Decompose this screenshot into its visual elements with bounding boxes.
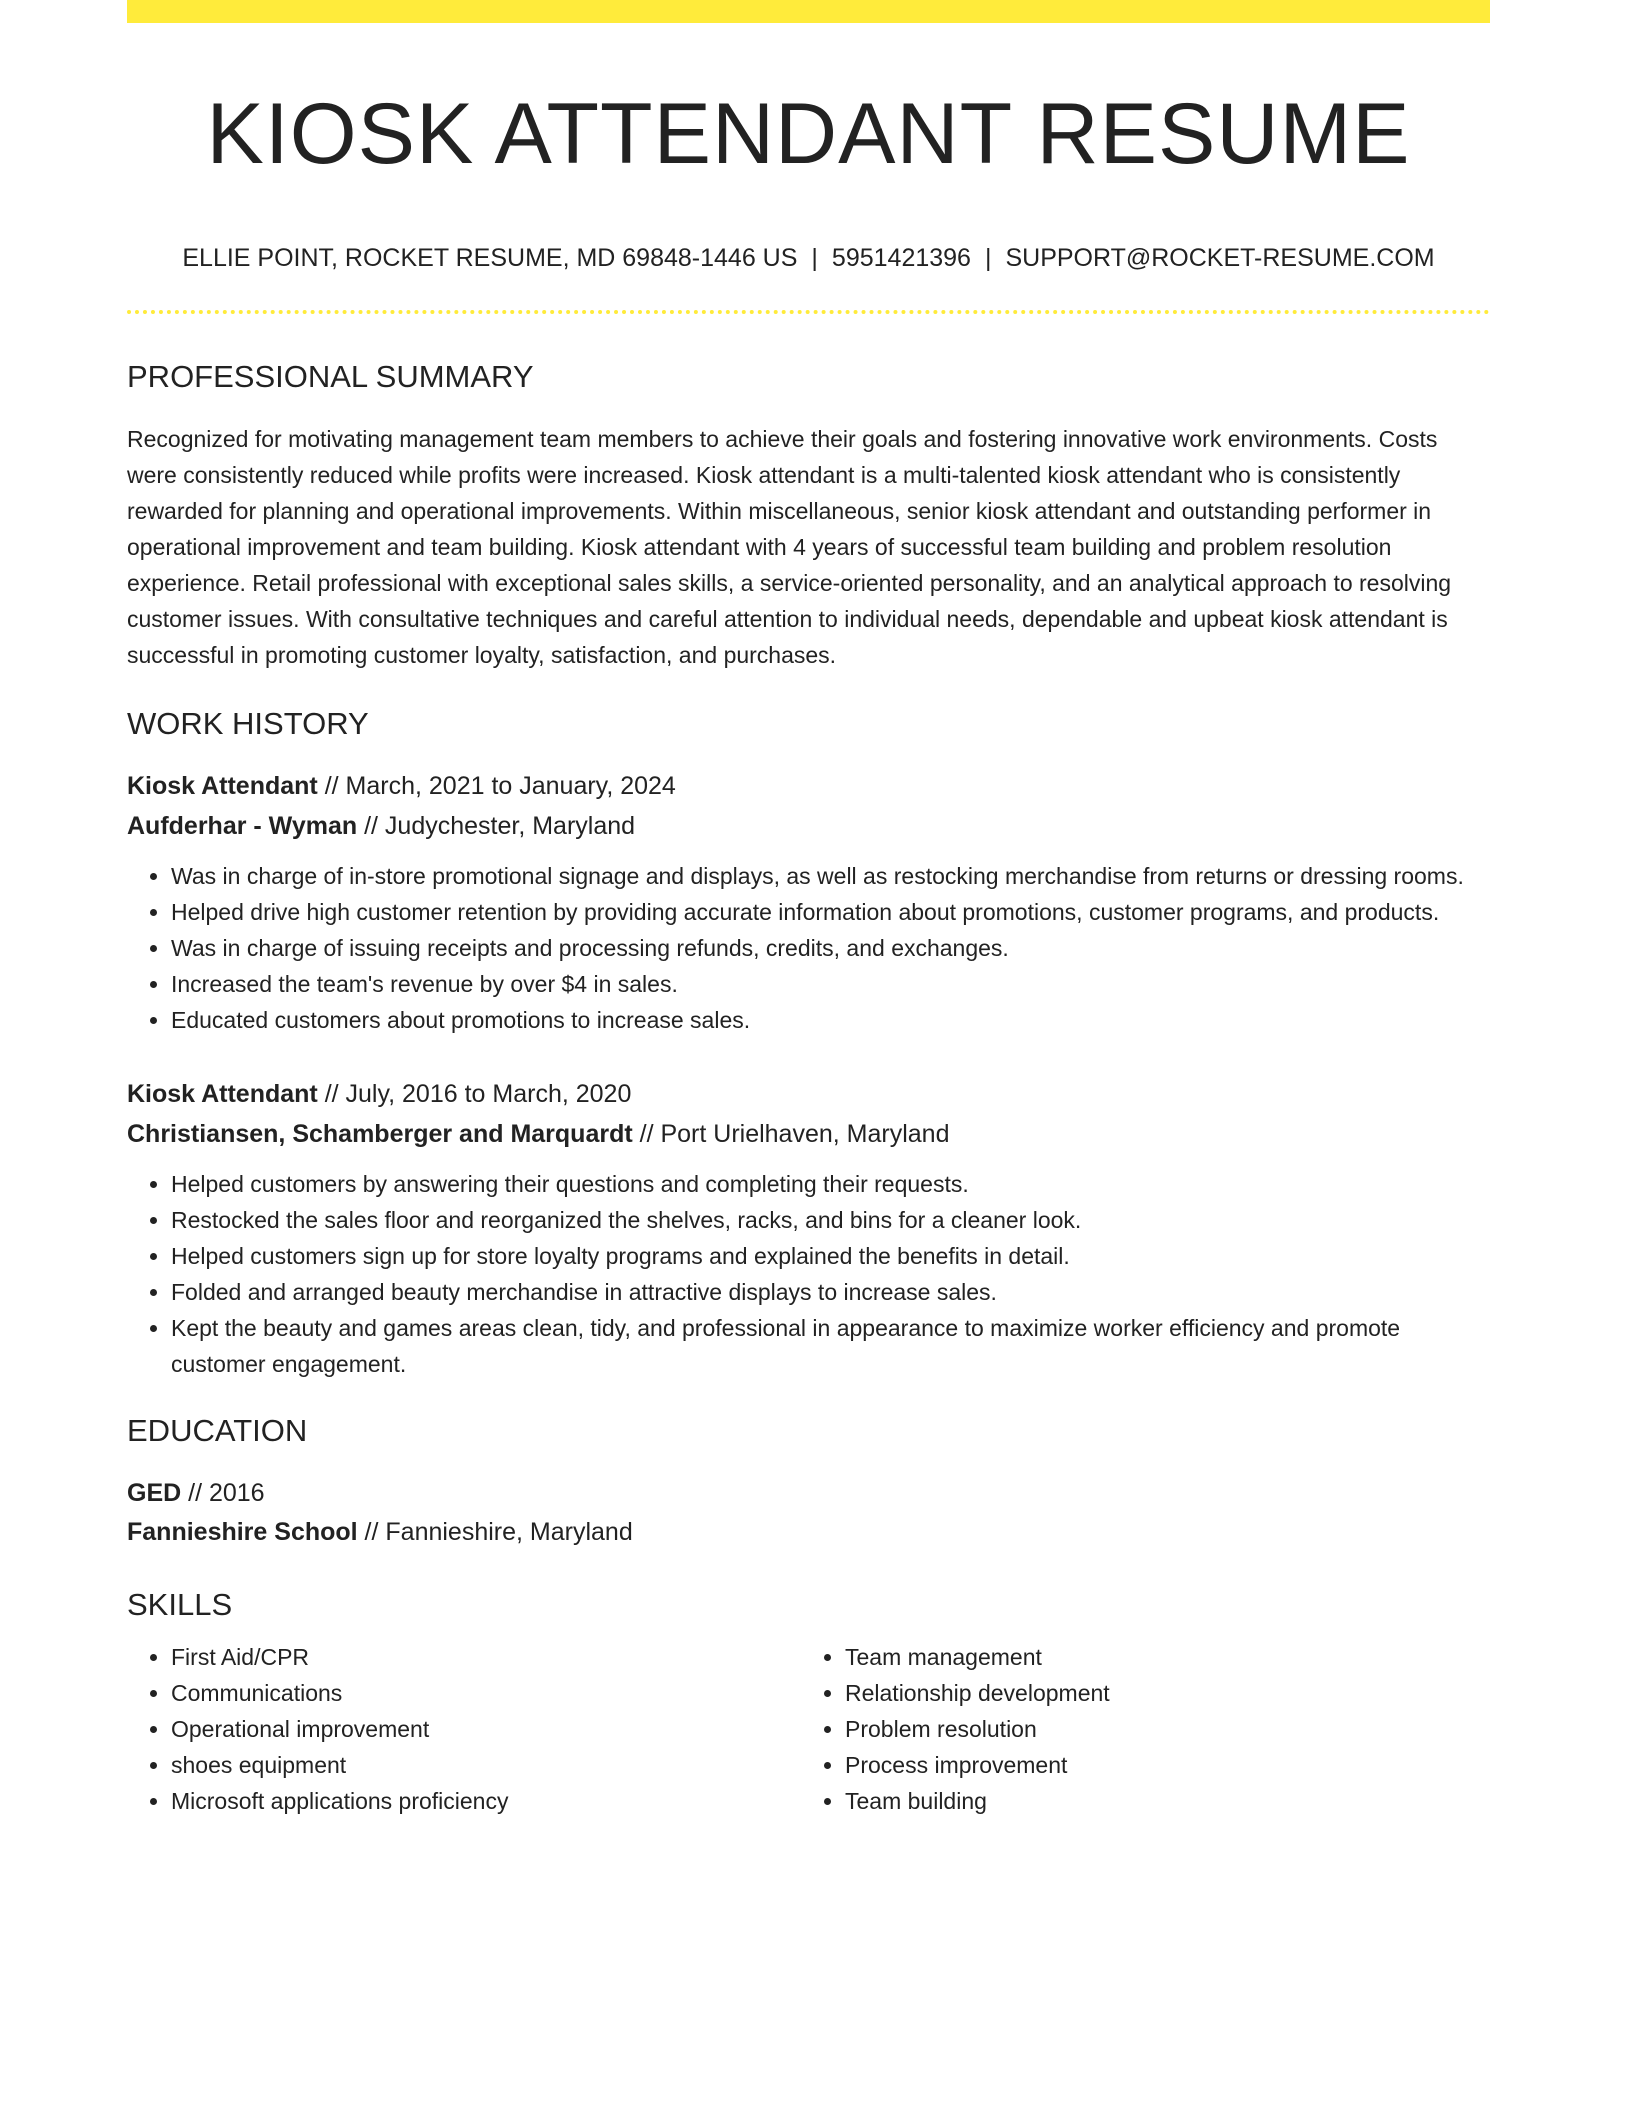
job-entry bbox=[127, 1074, 1490, 1382]
education-school: Fannieshire School bbox=[127, 1517, 358, 1546]
list-item: • Helped drive high customer retention by providing accurate information about promotions, customer programs, and products. bbox=[171, 894, 1490, 930]
accent-top-bar bbox=[127, 0, 1490, 23]
education-entry bbox=[127, 1474, 1490, 1552]
resume-page bbox=[127, 0, 1490, 1819]
contact-separator: | bbox=[984, 243, 992, 272]
contact-address: ELLIE POINT, ROCKET RESUME, MD 69848-1446 US bbox=[182, 243, 798, 272]
contact-separator: | bbox=[811, 243, 818, 272]
job-title-line bbox=[127, 766, 1490, 806]
work-history-heading: WORK HISTORY bbox=[127, 706, 369, 742]
job-dates: // July, 2016 to March, 2020 bbox=[317, 1080, 632, 1109]
job-company: Christiansen, Schamberger and Marquardt bbox=[127, 1120, 633, 1149]
skill-item: • First Aid/CPR bbox=[171, 1639, 801, 1675]
list-item: • Helped customers by answering their questions and completing their requests. bbox=[171, 1166, 1490, 1202]
job-dates: // March, 2021 to January, 2024 bbox=[317, 772, 676, 801]
skills-columns bbox=[127, 1639, 1490, 1819]
education-degree-line bbox=[127, 1474, 1490, 1513]
skill-item: • shoes equipment bbox=[171, 1747, 801, 1783]
list-item: • Kept the beauty and games areas clean, tidy, and professional in appearance to maximize worker efficiency and promote customer engagement. bbox=[171, 1310, 1490, 1382]
dotted-divider bbox=[127, 310, 1490, 314]
skill-item: • Operational improvement bbox=[171, 1711, 801, 1747]
job-title: Kiosk Attendant bbox=[127, 772, 318, 801]
list-item: • Increased the team's revenue by over $4 in sales. bbox=[171, 966, 1490, 1002]
skill-item: • Microsoft applications proficiency bbox=[171, 1783, 801, 1819]
job-bullets bbox=[127, 858, 1490, 1038]
skill-item: • Problem resolution bbox=[845, 1711, 1475, 1747]
job-company-line bbox=[127, 1114, 1490, 1154]
job-company-line bbox=[127, 806, 1490, 846]
contact-email: SUPPORT@ROCKET-RESUME.COM bbox=[1005, 243, 1435, 272]
job-company: Aufderhar - Wyman bbox=[127, 812, 358, 841]
skill-item: • Team building bbox=[845, 1783, 1475, 1819]
skills-list-right bbox=[801, 1639, 1475, 1819]
education-year: // 2016 bbox=[181, 1478, 265, 1507]
contact-line bbox=[127, 242, 1490, 275]
skills-heading: SKILLS bbox=[127, 1586, 233, 1622]
contact-phone: 5951421396 bbox=[831, 243, 971, 272]
list-item: • Helped customers sign up for store loyalty programs and explained the benefits in detail. bbox=[171, 1238, 1490, 1274]
education-location: // Fannieshire, Maryland bbox=[357, 1517, 633, 1546]
skill-item: • Relationship development bbox=[845, 1675, 1475, 1711]
job-location: // Port Urielhaven, Maryland bbox=[632, 1120, 950, 1149]
summary-text: Recognized for motivating management team members to achieve their goals and fostering innovative work environments. Costs were consistently reduced while profits were increased. Kiosk attendant is a multi-talented kiosk attendant who is consistently rewarded for planning and operational improvements. Within miscellaneous, senior kiosk attendant and outstanding performer in operational improvement and team building. Kiosk attendant with 4 years of successful team building and problem resolution experience. Retail professional with exceptional sales skills, a service-oriented personality, and an analytical approach to resolving customer issues. With consultative techniques and careful attention to individual needs, dependable and upbeat kiosk attendant is successful in promoting customer loyalty, satisfaction, and purchases. bbox=[127, 426, 1452, 669]
education-degree: GED bbox=[127, 1478, 182, 1507]
list-item: • Was in charge of in-store promotional signage and displays, as well as restocking merchandise from returns or dressing rooms. bbox=[171, 858, 1490, 894]
job-title-line bbox=[127, 1074, 1490, 1114]
skills-list-left bbox=[127, 1639, 801, 1819]
education-heading: EDUCATION bbox=[127, 1413, 308, 1449]
job-entry bbox=[127, 766, 1490, 1038]
list-item: • Educated customers about promotions to increase sales. bbox=[171, 1002, 1490, 1038]
job-title: Kiosk Attendant bbox=[127, 1080, 318, 1109]
list-item: • Restocked the sales floor and reorganized the shelves, racks, and bins for a cleaner look. bbox=[171, 1202, 1490, 1238]
job-location: // Judychester, Maryland bbox=[357, 812, 636, 841]
list-item: • Was in charge of issuing receipts and processing refunds, credits, and exchanges. bbox=[171, 930, 1490, 966]
education-school-line bbox=[127, 1513, 1490, 1552]
skill-item: • Team management bbox=[845, 1639, 1475, 1675]
summary-heading: PROFESSIONAL SUMMARY bbox=[127, 359, 534, 395]
skill-item: • Communications bbox=[171, 1675, 801, 1711]
list-item: • Folded and arranged beauty merchandise in attractive displays to increase sales. bbox=[171, 1274, 1490, 1310]
job-bullets bbox=[127, 1166, 1490, 1382]
skill-item: • Process improvement bbox=[845, 1747, 1475, 1783]
page-title: KIOSK ATTENDANT RESUME bbox=[206, 86, 1411, 182]
